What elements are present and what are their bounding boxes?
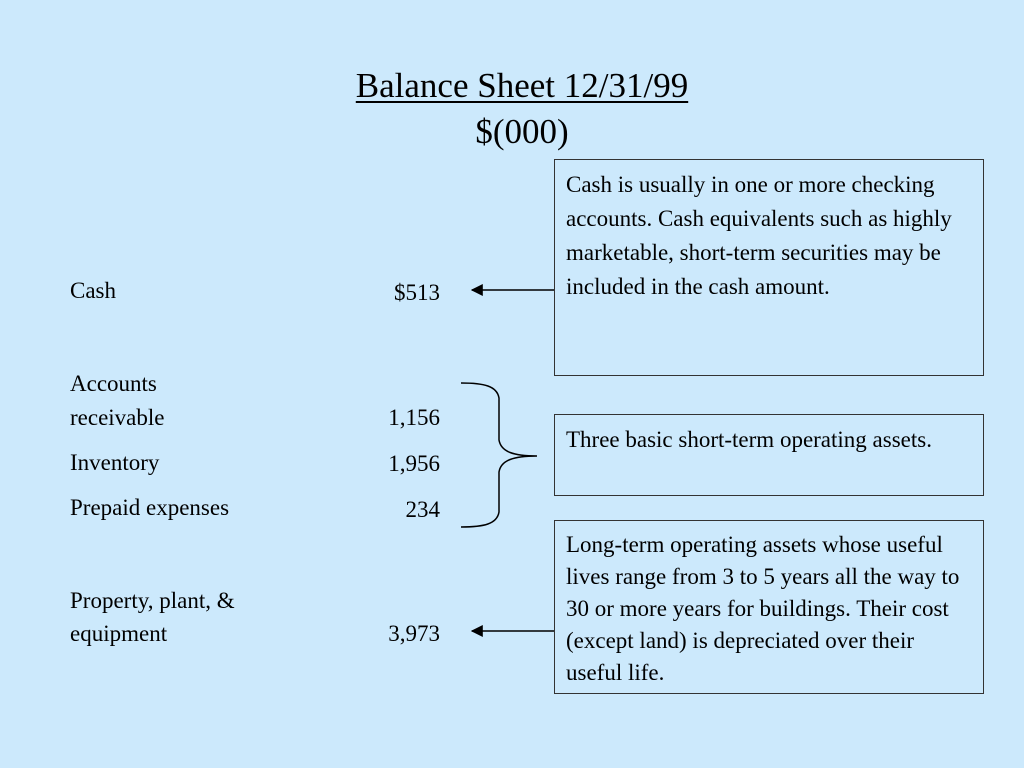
cash-note-box: Cash is usually in one or more checking accounts. Cash equivalents such as highly marketable, short-term securities may be included in the cash amount. [554,159,984,376]
ppe-label-line1: Property, plant, & [70,588,235,613]
inventory-value: 1,956 [388,451,440,476]
cash-label: Cash [70,278,116,303]
ppe-value: 3,973 [388,621,440,646]
slide-subtitle: $(000) [475,112,569,151]
accounts-receivable-value: 1,156 [388,405,440,430]
operating-assets-brace [461,383,537,527]
operating-assets-note-box: Three basic short-term operating assets. [554,414,984,496]
prepaid-expenses-value: 234 [405,497,440,522]
inventory-label: Inventory [70,450,160,475]
ppe-label-line2: equipment [70,621,168,646]
slide-title: Balance Sheet 12/31/99 [355,66,689,105]
cash-value: $513 [394,280,440,305]
long-term-assets-note-box: Long-term operating assets whose useful lives range from 3 to 5 years all the way to 30 or more years for buildings. Their cost (except land) is depreciated over their useful life. [554,520,984,694]
prepaid-expenses-label: Prepaid expenses [70,495,230,520]
accounts-receivable-label-line1: Accounts [70,371,157,396]
accounts-receivable-label-line2: receivable [70,405,165,430]
